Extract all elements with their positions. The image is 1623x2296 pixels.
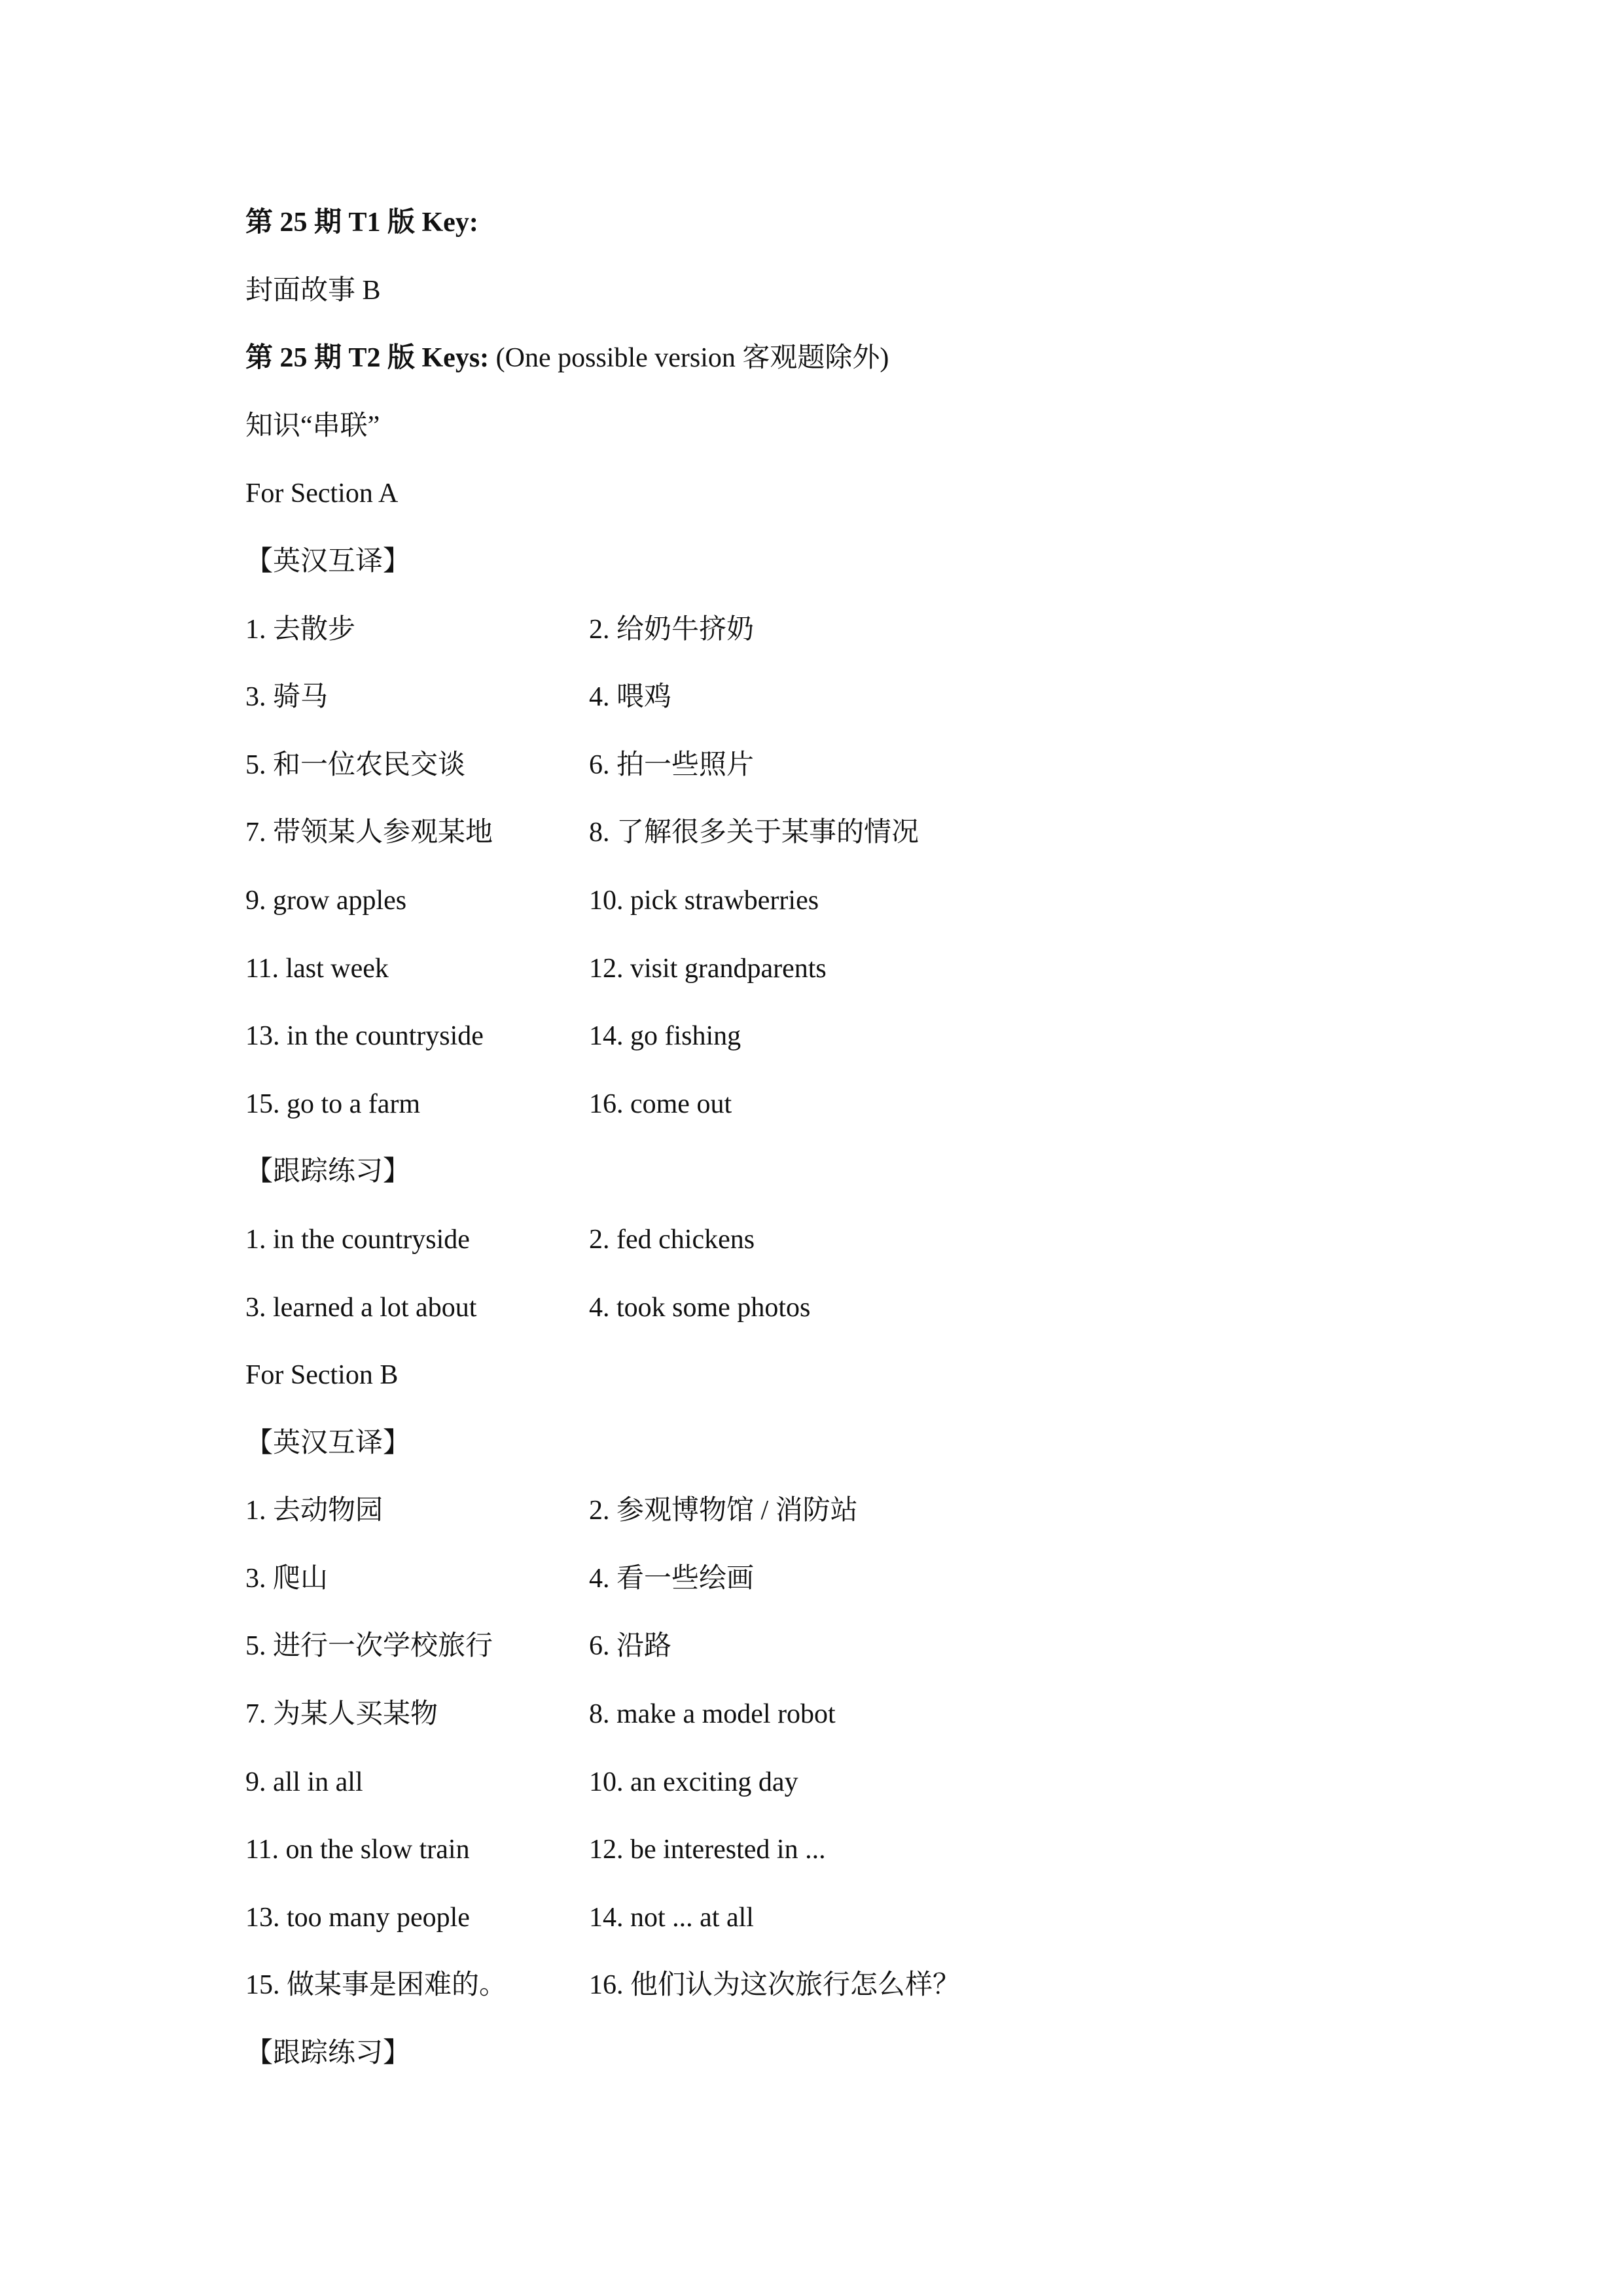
answer-item: 6. 拍一些照片 — [589, 749, 755, 780]
answer-row — [245, 942, 1423, 1011]
answer-item: 3. 骑马 — [245, 682, 329, 713]
answer-item: 7. 带领某人参观某地 — [245, 817, 493, 848]
answer-row — [245, 1078, 1423, 1146]
answer-item: 5. 和一位农民交谈 — [245, 749, 466, 780]
answer-row — [245, 1620, 1423, 1688]
answer-item: 4. took some photos — [589, 1292, 811, 1323]
answer-row — [245, 1892, 1423, 1960]
answer-row — [245, 1010, 1423, 1078]
answer-item: 12. visit grandparents — [589, 953, 827, 984]
answer-item: 1. 去动物园 — [245, 1496, 383, 1526]
answer-item: 9. all in all — [245, 1767, 363, 1797]
answer-row — [245, 1213, 1423, 1282]
answer-item: 11. on the slow train — [245, 1835, 470, 1865]
answer-item: 8. make a model robot — [589, 1699, 836, 1730]
answer-row — [245, 739, 1423, 807]
answer-item: 12. be interested in ... — [589, 1835, 826, 1865]
answer-item: 6. 沿路 — [589, 1631, 672, 1662]
answer-row — [245, 603, 1423, 672]
section-a-translate-label: 【英汉互译】 — [245, 546, 411, 577]
answer-item: 7. 为某人买某物 — [245, 1699, 438, 1730]
answer-row — [245, 1282, 1423, 1350]
answer-item: 15. go to a farm — [245, 1088, 421, 1119]
answer-row — [245, 1756, 1423, 1824]
answer-item: 2. fed chickens — [589, 1224, 755, 1255]
answer-item: 10. an exciting day — [589, 1767, 798, 1797]
answer-row — [245, 1552, 1423, 1621]
answer-item: 15. 做某事是困难的。 — [245, 1970, 507, 2001]
answer-key-page — [245, 196, 1423, 2095]
t1-answer: 封面故事 B — [245, 275, 381, 306]
answer-row — [245, 1688, 1423, 1756]
answer-item: 2. 参观博物馆 / 消防站 — [589, 1496, 858, 1526]
answer-item: 8. 了解很多关于某事的情况 — [589, 817, 919, 848]
answer-item: 11. last week — [245, 953, 389, 984]
answer-row — [245, 671, 1423, 739]
answer-item: 14. go fishing — [589, 1021, 741, 1052]
section-b-practice-label: 【跟踪练习】 — [245, 2038, 411, 2069]
answer-item: 10. pick strawberries — [589, 885, 819, 916]
answer-item: 4. 看一些绘画 — [589, 1563, 755, 1594]
answer-item: 9. grow apples — [245, 885, 407, 916]
answer-row — [245, 1484, 1423, 1552]
answer-item: 13. in the countryside — [245, 1021, 484, 1052]
answer-item: 3. learned a lot about — [245, 1292, 477, 1323]
answer-item: 1. in the countryside — [245, 1224, 470, 1255]
t2-heading-bold: 第 25 期 T2 版 Keys: — [245, 343, 490, 374]
answer-item: 14. not ... at all — [589, 1902, 754, 1933]
t2-heading-note: (One possible version 客观题除外) — [489, 343, 889, 374]
answer-item: 4. 喂鸡 — [589, 682, 672, 713]
t2-heading — [245, 332, 1423, 400]
answer-item: 3. 爬山 — [245, 1563, 329, 1594]
answer-item: 16. 他们认为这次旅行怎么样？ — [589, 1970, 961, 2001]
section-b-title: For Section B — [245, 1360, 399, 1391]
answer-row — [245, 1823, 1423, 1892]
answer-item: 5. 进行一次学校旅行 — [245, 1631, 493, 1662]
t2-subtitle: 知识“串联” — [245, 410, 380, 441]
answer-row — [245, 806, 1423, 874]
answer-row — [245, 874, 1423, 942]
section-b-translate-label: 【英汉互译】 — [245, 1427, 411, 1458]
answer-row — [245, 1959, 1423, 2027]
t1-heading: 第 25 期 T1 版 Key: — [245, 207, 478, 238]
answer-item: 13. too many people — [245, 1902, 470, 1933]
answer-item: 2. 给奶牛挤奶 — [589, 614, 755, 645]
answer-item: 1. 去散步 — [245, 614, 356, 645]
answer-item: 16. come out — [589, 1088, 732, 1119]
section-a-practice-label: 【跟踪练习】 — [245, 1157, 411, 1187]
section-a-title: For Section A — [245, 478, 399, 509]
